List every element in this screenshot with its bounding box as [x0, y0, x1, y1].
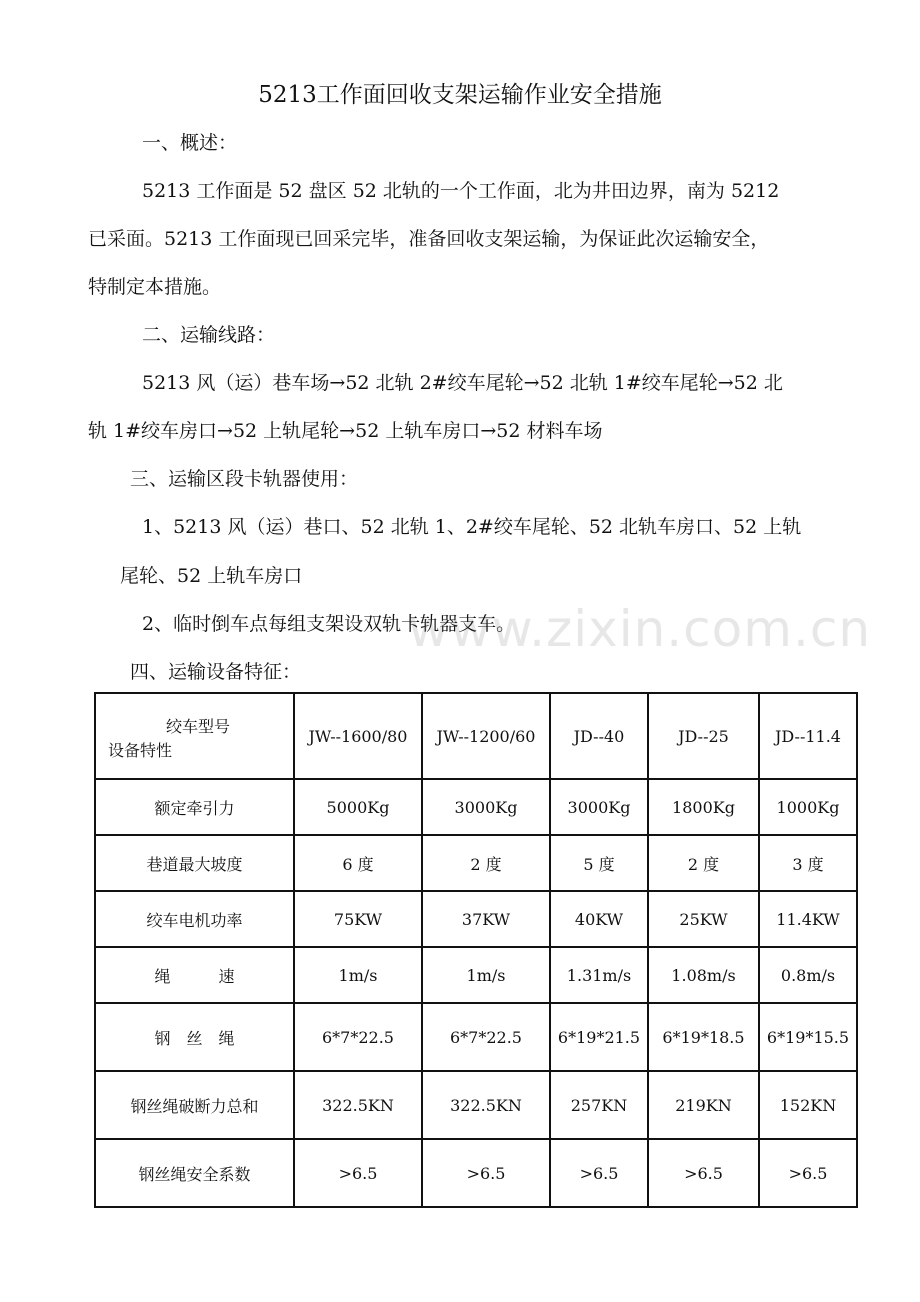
section-2-heading: 二、运输线路： [142, 324, 276, 346]
section-1-paragraph-line-1: 5213 工作面是 52 盘区 52 北轨的一个工作面，北为井田边界，南为 5212 [142, 180, 780, 202]
table-cell: >6.5 [422, 1139, 550, 1207]
model-header: JW--1200/60 [422, 693, 550, 779]
row-label: 钢丝绳破断力总和 [95, 1071, 294, 1139]
table-row [95, 1071, 857, 1139]
table-cell: >6.5 [550, 1139, 648, 1207]
table-cell: 5 度 [550, 835, 648, 891]
table-cell: 1.08m/s [648, 947, 759, 1003]
section-4-heading: 四、运输设备特征： [130, 661, 302, 683]
model-header: JD--11.4 [759, 693, 857, 779]
row-label: 额定牵引力 [95, 779, 294, 835]
table-cell: 1m/s [294, 947, 422, 1003]
table-cell: 5000Kg [294, 779, 422, 835]
table-cell: >6.5 [759, 1139, 857, 1207]
table-cell: 219KN [648, 1071, 759, 1139]
table-cell: 6*19*15.5 [759, 1003, 857, 1071]
table-cell: 37KW [422, 891, 550, 947]
model-header: JW--1600/80 [294, 693, 422, 779]
table-cell: 3 度 [759, 835, 857, 891]
section-1-paragraph-line-3: 特制定本措施。 [88, 276, 222, 298]
table-cell: 152KN [759, 1071, 857, 1139]
section-1-heading: 一、概述： [142, 132, 238, 154]
section-3-item-1-line-1: 1、5213 风（运）巷口、52 北轨 1、2#绞车尾轮、52 北轨车房口、52 上轨 [142, 516, 802, 538]
table-cell: >6.5 [294, 1139, 422, 1207]
table-cell: 75KW [294, 891, 422, 947]
section-1-paragraph-line-2: 已采面。5213 工作面现已回采完毕，准备回收支架运输，为保证此次运输安全， [88, 228, 770, 250]
table-cell: 6*19*21.5 [550, 1003, 648, 1071]
table-cell: 25KW [648, 891, 759, 947]
table-cell: 0.8m/s [759, 947, 857, 1003]
row-label: 钢 丝 绳 [95, 1003, 294, 1071]
header-corner-cell [95, 693, 294, 779]
table-row [95, 1003, 857, 1071]
section-2-route-line-1: 5213 风（运）巷车场→52 北轨 2#绞车尾轮→52 北轨 1#绞车尾轮→52 北 [142, 372, 783, 394]
section-3-item-1-line-2: 尾轮、52 上轨车房口 [120, 565, 303, 587]
table-cell: 2 度 [422, 835, 550, 891]
section-3-item-2: 2、临时倒车点每组支架设双轨卡轨器支车。 [142, 613, 516, 635]
table-cell: 1.31m/s [550, 947, 648, 1003]
model-header: JD--25 [648, 693, 759, 779]
section-3-heading: 三、运输区段卡轨器使用： [130, 468, 359, 490]
table-row [95, 835, 857, 891]
model-header: JD--40 [550, 693, 648, 779]
header-feature-label: 设备特性 [108, 741, 173, 760]
table-cell: 6*7*22.5 [422, 1003, 550, 1071]
table-cell: 3000Kg [550, 779, 648, 835]
table-cell: 1m/s [422, 947, 550, 1003]
table-row [95, 947, 857, 1003]
table-cell: 6*19*18.5 [648, 1003, 759, 1071]
table-header-row [95, 693, 857, 779]
table-row [95, 891, 857, 947]
equipment-spec-table [94, 692, 858, 1208]
header-model-label: 绞车型号 [166, 717, 231, 736]
table-cell: 257KN [550, 1071, 648, 1139]
table-cell: 322.5KN [422, 1071, 550, 1139]
table-cell: 2 度 [648, 835, 759, 891]
table-cell: 6*7*22.5 [294, 1003, 422, 1071]
table-row [95, 1139, 857, 1207]
table-cell: 3000Kg [422, 779, 550, 835]
table-cell: 1000Kg [759, 779, 857, 835]
table-cell: 40KW [550, 891, 648, 947]
row-label: 钢丝绳安全系数 [95, 1139, 294, 1207]
table-cell: 11.4KW [759, 891, 857, 947]
table-cell: >6.5 [648, 1139, 759, 1207]
watermark: www.zixin.com.cn [408, 600, 872, 658]
table-cell: 322.5KN [294, 1071, 422, 1139]
section-2-route-line-2: 轨 1#绞车房口→52 上轨尾轮→52 上轨车房口→52 材料车场 [88, 420, 603, 442]
document-title: 5213工作面回收支架运输作业安全措施 [258, 82, 662, 108]
row-label: 绳 速 [95, 947, 294, 1003]
table-cell: 1800Kg [648, 779, 759, 835]
table-row [95, 779, 857, 835]
row-label: 巷道最大坡度 [95, 835, 294, 891]
row-label: 绞车电机功率 [95, 891, 294, 947]
table-cell: 6 度 [294, 835, 422, 891]
